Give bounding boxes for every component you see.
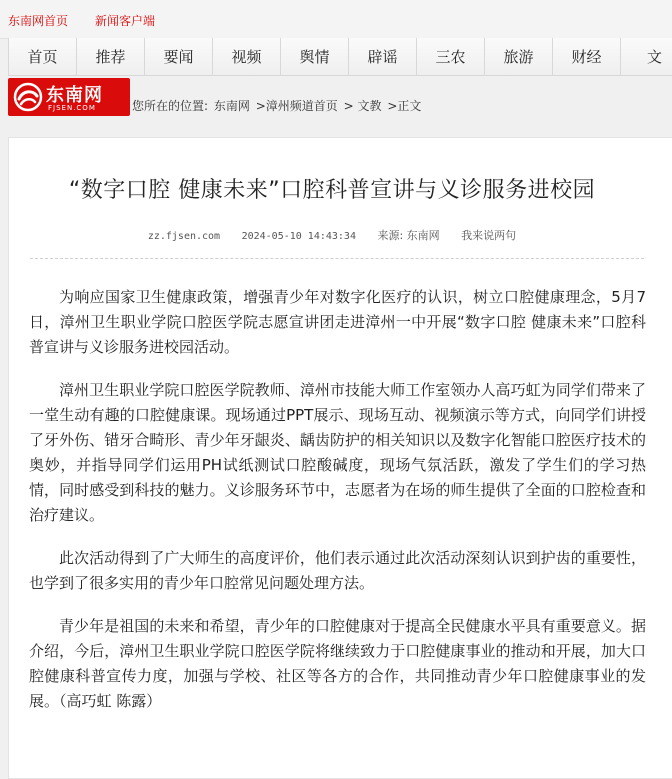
article-title: “数字口腔 健康未来”口腔科普宣讲与义诊服务进校园 <box>68 178 596 203</box>
meta-datetime: 2024-05-10 14:43:34 <box>241 231 356 242</box>
logo-swirl-icon <box>13 82 43 112</box>
top-bar <box>0 0 672 39</box>
nav-item-finance[interactable]: 财经 <box>553 38 621 76</box>
main-nav <box>8 38 672 76</box>
meta-divider <box>30 258 644 259</box>
news-app-link[interactable]: 新闻客户端 <box>95 14 156 28</box>
nav-item-home[interactable]: 首页 <box>9 38 77 76</box>
nav-item-culture[interactable]: 文 <box>621 38 672 76</box>
meta-source: 来源: 东南网 <box>377 229 440 242</box>
nav-item-news[interactable]: 要闻 <box>145 38 213 76</box>
article-paragraph: 为响应国家卫生健康政策，增强青少年对数字化医疗的认识，树立口腔健康理念，5月7日，漳州卫生职业学院口腔医学院志愿宣讲团走进漳州一中开展“数字口腔 健康未来”口腔科普宣讲与义诊服务进校园活动。 <box>29 288 646 356</box>
nav-item-video[interactable]: 视频 <box>213 38 281 76</box>
article-paragraph: 青少年是祖国的未来和希望，青少年的口腔健康对于提高全民健康水平具有重要意义。据介绍，今后，漳州卫生职业学院口腔医学院将继续致力于口腔健康事业的推动和开展，加大口腔健康科普宣传力度，加强与学校、社区等各方的合作，共同推动青少年口腔健康事业的发展。（高巧虹 陈露） <box>29 617 646 710</box>
nav-item-opinion[interactable]: 舆情 <box>281 38 349 76</box>
site-logo[interactable] <box>8 78 130 116</box>
breadcrumb-item-channel[interactable]: >漳州频道首页 <box>255 99 338 113</box>
nav-item-travel[interactable]: 旅游 <box>485 38 553 76</box>
meta-site: zz.fjsen.com <box>147 231 221 242</box>
breadcrumb-item-site[interactable]: 东南网 <box>213 99 250 113</box>
logo-subtext: FJSEN.COM <box>48 104 96 112</box>
breadcrumb-prefix: 您所在的位置: <box>132 99 209 113</box>
article-paragraph: 漳州卫生职业学院口腔医学院教师、漳州市技能大师工作室领办人高巧虹为同学们带来了一堂生动有趣的口腔健康课。现场通过PPT展示、现场互动、视频演示等方式，向同学们讲授了牙外伤、错牙合畸形、青少年牙龈炎、龋齿防护的相关知识以及数字化智能口腔医疗技术的奥妙，并指导同学们运用PH试纸测试口腔酸碱度，现场气氛活跃，激发了学生们的学习热情，同时感受到科技的魅力。义诊服务环节中，志愿者为在场的师生提供了全面的口腔检查和治疗建议。 <box>29 381 646 524</box>
meta-comment-link[interactable]: 我来说两句 <box>461 229 517 242</box>
nav-item-rumor[interactable]: 辟谣 <box>349 38 417 76</box>
logo-text: 东南网 <box>46 85 103 106</box>
nav-item-agriculture[interactable]: 三农 <box>417 38 485 76</box>
article-paragraph: 此次活动得到了广大师生的高度评价，他们表示通过此次活动深刻认识到护齿的重要性，也学到了很多实用的青少年口腔常见问题处理方法。 <box>29 549 646 592</box>
breadcrumb-item-current: >正文 <box>387 99 422 113</box>
home-link[interactable]: 东南网首页 <box>8 14 69 28</box>
article-body <box>29 285 646 732</box>
breadcrumb <box>132 97 423 114</box>
breadcrumb-item-section[interactable]: > 文教 <box>343 99 382 113</box>
nav-item-recommend[interactable]: 推荐 <box>77 38 145 76</box>
article-meta <box>0 227 664 243</box>
